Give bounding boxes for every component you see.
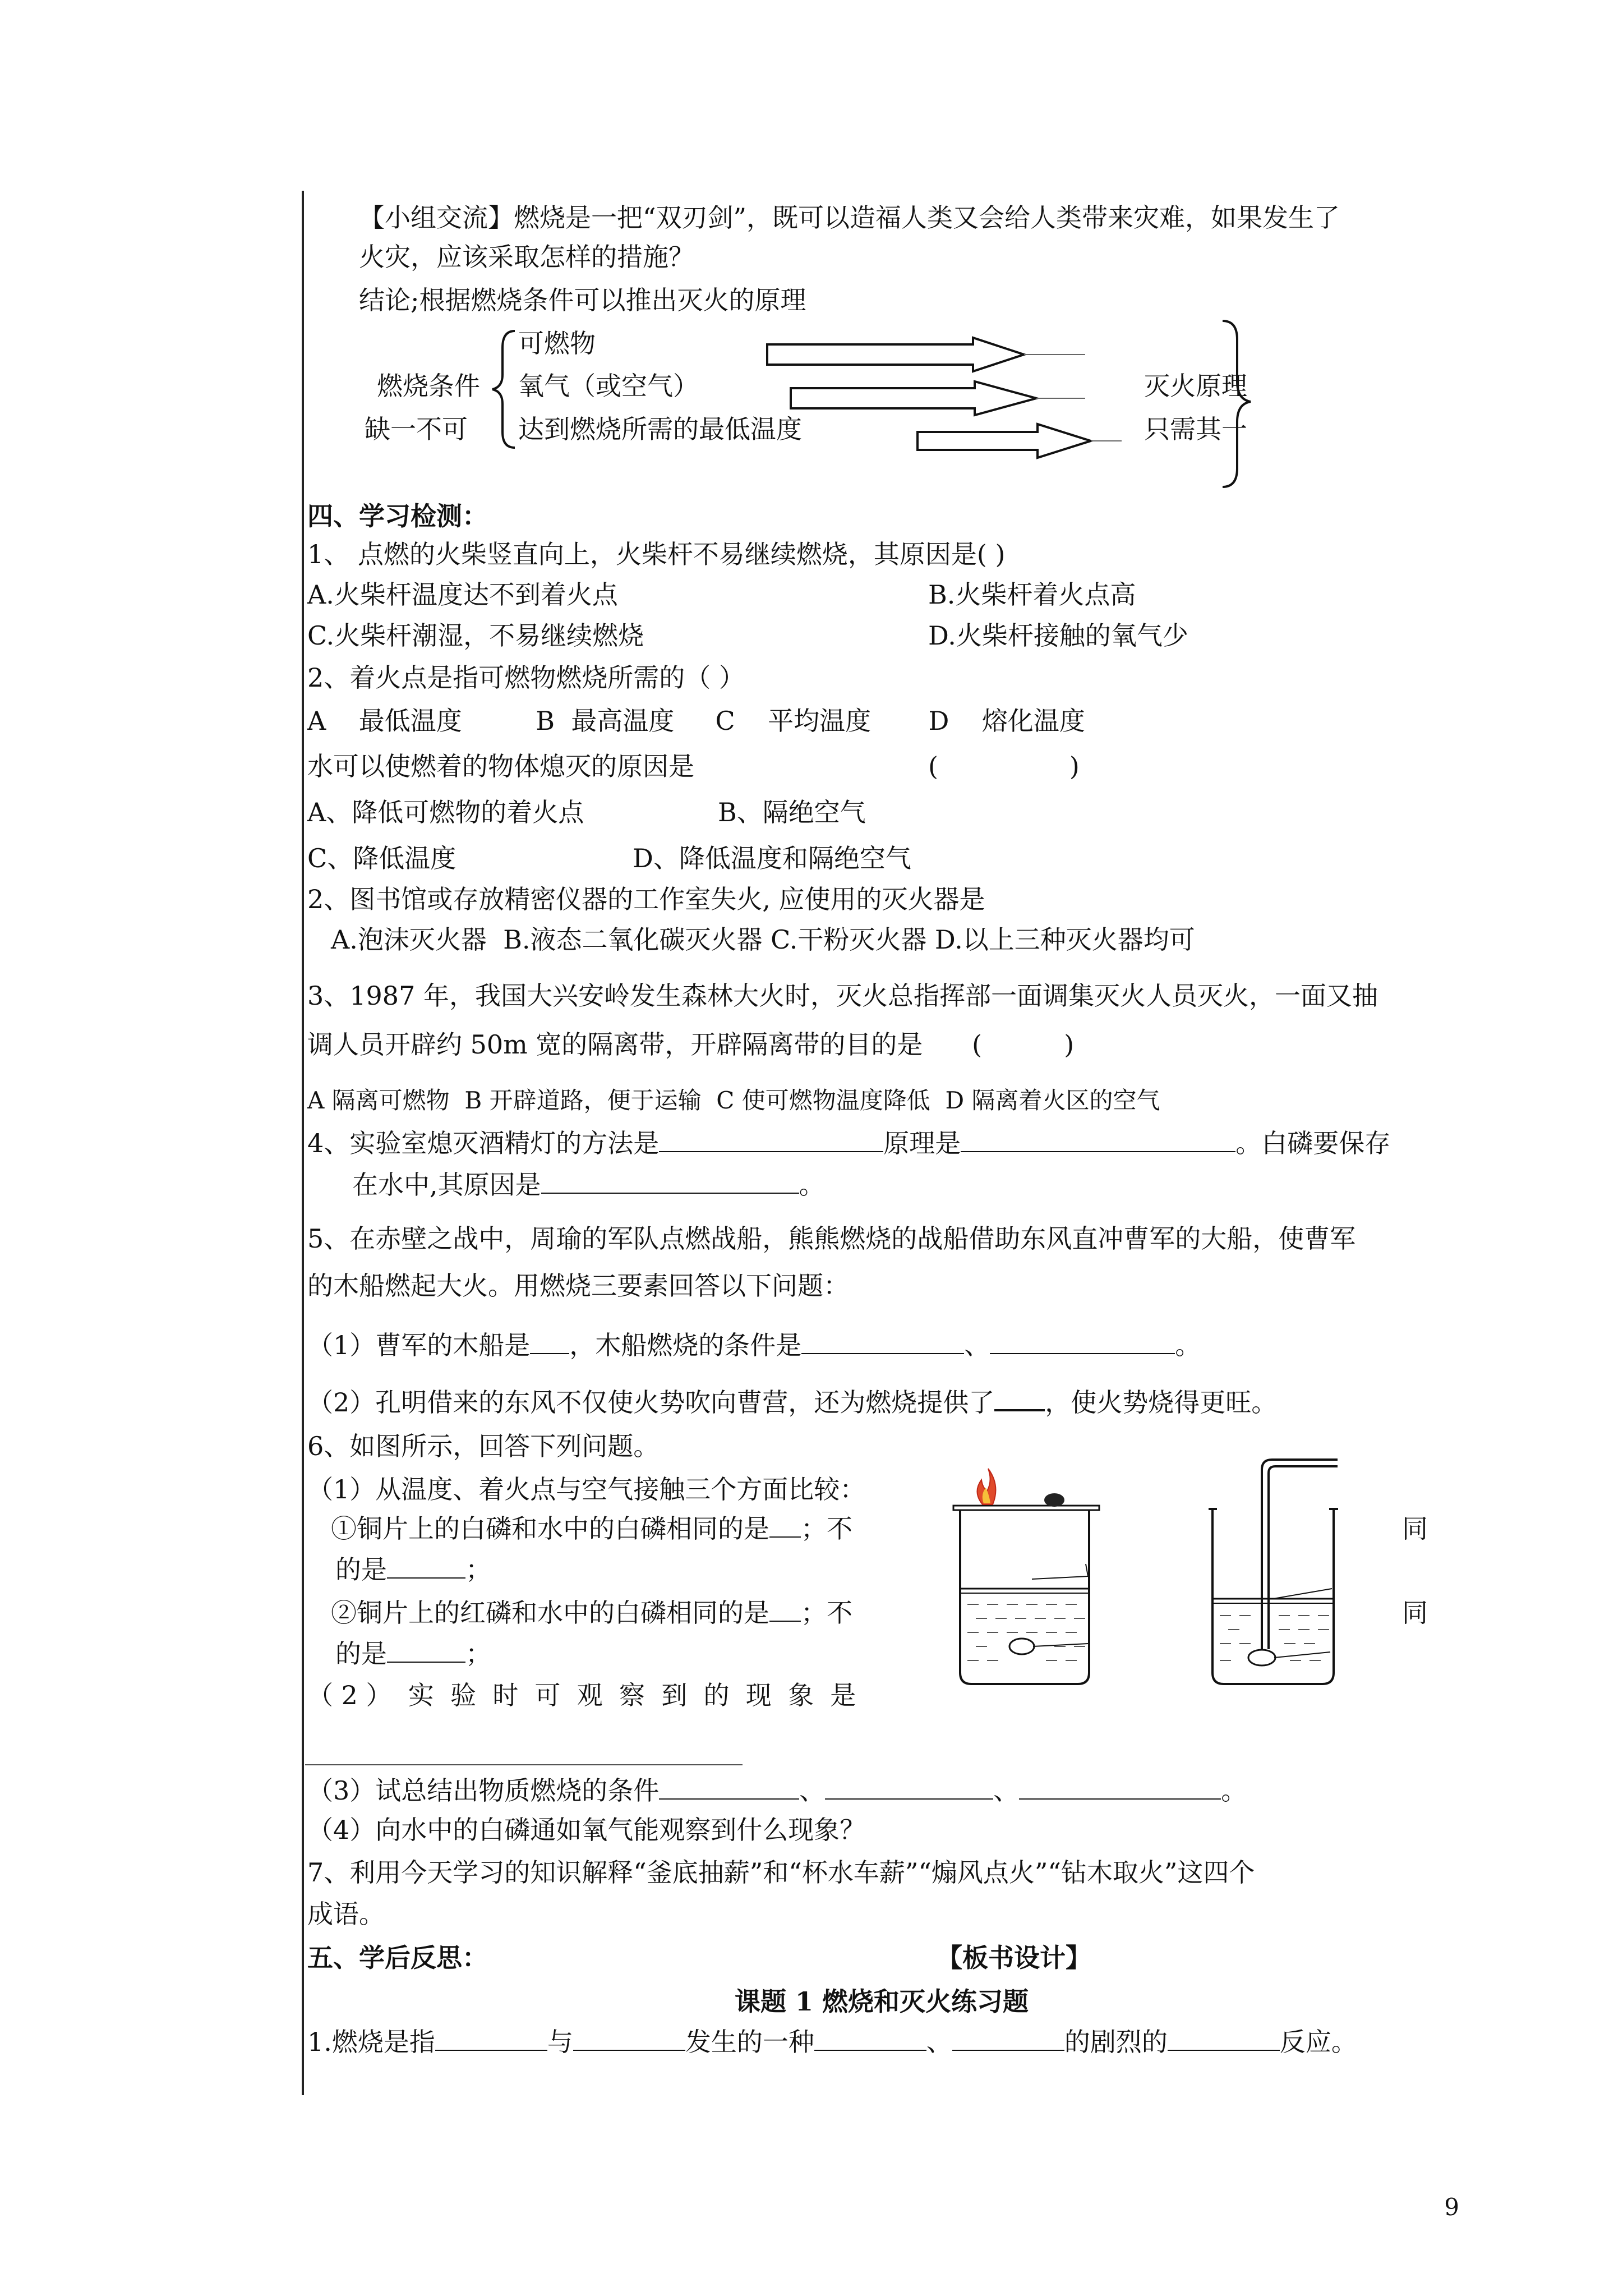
q6-compare-1: ①铜片上的白磷和水中的白磷相同的是 ；不	[331, 1513, 852, 1544]
q3-options: A 隔离可燃物 B 开辟道路，便于运输 C 使可燃物温度降低 D 隔离着火区的空气	[307, 1087, 1160, 1114]
q7-line1: 7、利用今天学习的知识解释“釜底抽薪”和“杯水车薪”“煽风点火”“钻木取火”这四个	[307, 1857, 1255, 1888]
q-water-option-c: C、降低温度	[307, 843, 457, 873]
q1-option-b: B.火柴杆着火点高	[928, 579, 1136, 610]
board-design-heading: 【板书设计】	[937, 1943, 1091, 1973]
condition-temperature: 达到燃烧所需的最低温度	[518, 414, 802, 444]
beaker-2-icon	[1209, 1460, 1338, 1684]
diagram-left-label-1: 燃烧条件	[377, 371, 480, 401]
q-water-option-d: D、降低温度和隔绝空气	[633, 843, 911, 873]
q5-line1: 5、在赤壁之战中，周瑜的军队点燃战船，熊熊燃烧的战船借助东风直冲曹军的大船，使曹军	[307, 1223, 1356, 1254]
s5-blank-3[interactable]	[814, 2027, 926, 2051]
q6-condition-blank-2[interactable]	[825, 1776, 993, 1800]
section-4-title: 四、学习检测：	[307, 501, 488, 531]
page-number: 9	[1444, 2193, 1459, 2221]
q4-line2: 在水中,其原因是 。	[352, 1170, 825, 1200]
q6-stem: 6、如图所示，回答下列问题。	[307, 1431, 660, 1461]
q5-sub2: （2）孔明借来的东风不仅使火势吹向曹营，还为燃烧提供了 ，使火势烧得更旺。	[307, 1387, 1278, 1418]
lesson-title: 课题 1 燃烧和灭火练习题	[735, 1986, 1029, 2017]
section5-q1: 1.燃烧是指 与 发生的一种 、 的剧烈的 反应。	[307, 2027, 1357, 2057]
group-discussion-line1: 【小组交流】燃烧是一把“双刃剑”，既可以造福人类又会给人类带来灾难，如果发生了	[359, 203, 1340, 233]
q6-compare-2-line2: 的是 ；	[335, 1639, 491, 1669]
q6-sub3: （3）试总结出物质燃烧的条件 、 、 。	[307, 1775, 1247, 1806]
q6-sub4: （4）向水中的白磷通如氧气能观察到什么现象？	[307, 1815, 866, 1845]
q6-compare-1-line2: 的是 ；	[335, 1554, 491, 1585]
q2-options: A 最低温度 B 最高温度 C 平均温度 D 熔化温度	[307, 706, 1085, 736]
s5-blank-5[interactable]	[1168, 2027, 1280, 2051]
q1-option-c: C.火柴杆潮湿，不易继续燃烧	[307, 620, 644, 651]
section-5-title: 五、学后反思：	[307, 1943, 488, 1973]
s5-blank-4[interactable]	[952, 2027, 1064, 2051]
q6-compare-2-tail: 同	[1402, 1598, 1428, 1628]
s5-blank-1[interactable]	[435, 2027, 547, 2051]
q3-line1: 3、1987 年，我国大兴安岭发生森林大火时，灭火总指挥部一面调集灭火人员灭火，一面又抽	[307, 981, 1378, 1011]
q2b-options: A.泡沫灭火器 B.液态二氧化碳灭火器 C.干粉灭火器 D.以上三种灭火器均可	[331, 924, 1195, 955]
q6-compare-1-tail: 同	[1402, 1513, 1428, 1544]
beaker-1-icon	[953, 1469, 1099, 1684]
q6-compare-2: ②铜片上的红磷和水中的白磷相同的是 ；不	[331, 1598, 852, 1628]
q6-condition-blank-1[interactable]	[659, 1776, 799, 1800]
q6-sub2: （ 2 ） 实 验 时 可 观 察 到 的 现 象 是	[307, 1680, 856, 1710]
q2-stem: 2、着火点是指可燃物燃烧所需的（ ）	[307, 662, 745, 693]
diagram-right-label-2: 只需其一	[1144, 414, 1247, 444]
q-water-paren: ( )	[928, 751, 1080, 781]
conclusion-text: 结论;根据燃烧条件可以推出灭火的原理	[359, 285, 806, 315]
q5-line2: 的木船燃起大火。用燃烧三要素回答以下问题：	[307, 1271, 849, 1301]
q6-condition-blank-3[interactable]	[1019, 1776, 1221, 1800]
condition-oxygen: 氧气（或空气）	[518, 371, 699, 401]
q4-line1: 4、实验室熄灭酒精灯的方法是 原理是 。白磷要保存	[307, 1128, 1391, 1158]
q7-line2: 成语。	[307, 1899, 385, 1929]
q-water-option-a: A、降低可燃物的着火点	[307, 797, 584, 827]
q5-sub1: （1）曹军的木船是 ，木船燃烧的条件是 、 。	[307, 1330, 1201, 1360]
q2b-stem: 2、图书馆或存放精密仪器的工作室失火, 应使用的灭火器是	[307, 884, 985, 914]
q6-sub1: （1）从温度、着火点与空气接触三个方面比较：	[307, 1474, 866, 1504]
diagram-right-label-1: 灭火原理	[1144, 371, 1247, 401]
q1-option-a: A.火柴杆温度达不到着火点	[307, 579, 618, 610]
q-water-stem: 水可以使燃着的物体熄灭的原因是	[307, 751, 694, 781]
s5-blank-2[interactable]	[573, 2027, 685, 2051]
q1-option-d: D.火柴杆接触的氧气少	[928, 620, 1188, 651]
q-water-option-b: B、隔绝空气	[718, 797, 866, 827]
q3-line2: 调人员开辟约 50m 宽的隔离带，开辟隔离带的目的是 ( )	[307, 1029, 1075, 1060]
group-discussion-line2: 火灾，应该采取怎样的措施？	[359, 242, 694, 272]
condition-fuel: 可燃物	[518, 328, 596, 358]
q1-stem: 1、 点燃的火柴竖直向上，火柴杆不易继续燃烧，其原因是( )	[307, 539, 1006, 569]
diagram-left-label-2: 缺一不可	[365, 414, 468, 444]
